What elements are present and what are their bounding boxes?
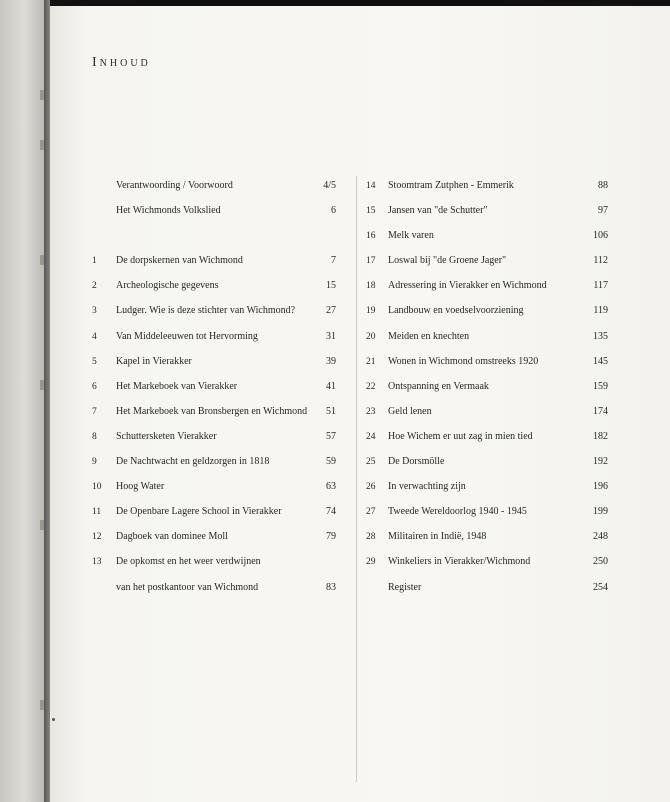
chapter-title: Archeologische gegevens [116,280,219,292]
page-number: 106 [593,230,608,242]
page-number: 7 [331,255,336,267]
chapter-title: Verantwoording / Voorwoord [116,180,233,191]
chapter-number: 8 [92,431,97,442]
chapter-title: Register [388,581,422,593]
toc-right-column [366,178,608,605]
chapter-number: 29 [366,557,376,568]
chapter-title: Jansen van "de Schutter" [388,205,488,217]
chapter-title: Wonen in Wichmond omstreeks 1920 [388,355,539,367]
chapter-number: 15 [366,206,376,217]
toc-entry [366,278,608,303]
toc-entry [366,203,608,228]
chapter-number: 27 [366,507,376,518]
page-number: 248 [593,531,608,543]
chapter-title: Stoomtram Zutphen - Emmerik [388,180,514,191]
page-number: 199 [593,506,608,518]
toc-entry [366,580,608,605]
chapter-title: Ontspanning en Vermaak [388,380,489,392]
chapter-title: Dagboek van dominee Moll [116,531,228,543]
chapter-title: Het Markeboek van Bronsbergen en Wichmond [116,405,308,417]
chapter-number: 7 [92,406,97,417]
chapter-title: Loswal bij "de Groene Jager" [388,255,507,267]
toc-entry [92,379,336,404]
toc-entry [366,329,608,354]
toc-entry [92,454,336,479]
toc-left-column [92,178,336,605]
chapter-number: 2 [92,281,97,292]
chapter-number: 6 [92,381,97,392]
chapter-number: 17 [366,256,376,267]
chapter-title: Adressering in Vierakker en Wichmond [388,280,547,292]
page-number: 59 [326,456,336,468]
toc-entry [92,278,336,303]
chapter-title: Tweede Wereldoorlog 1940 - 1945 [388,506,527,518]
chapter-title: Melk varen [388,230,434,242]
toc-entry [92,554,336,579]
page-number: 88 [598,180,608,191]
toc-entry [366,504,608,529]
toc-entry [92,303,336,328]
toc-entry [366,429,608,454]
chapter-number: 22 [366,381,376,392]
page-number: 63 [326,481,336,493]
toc-entry [366,253,608,278]
toc-entry [366,178,608,203]
page-number: 250 [593,556,608,568]
chapter-number: 1 [92,256,97,267]
page-number: 57 [326,430,336,442]
chapter-number: 14 [366,181,376,191]
chapter-number: 18 [366,281,376,292]
page-number: 97 [598,205,608,217]
page-number: 4/5 [323,180,336,191]
chapter-number: 28 [366,532,376,543]
chapter-number: 24 [366,431,376,442]
chapter-title: Het Wichmonds Volkslied [116,205,221,217]
toc-entry [366,554,608,579]
page-title: Inhoud [92,55,151,70]
chapter-number: 10 [92,482,102,493]
page-number: 135 [593,330,608,342]
page-speck [52,718,55,721]
toc-entry [366,303,608,328]
chapter-number: 16 [366,231,376,242]
toc-entry [92,580,336,605]
toc-entry [366,404,608,429]
chapter-number: 21 [366,356,376,367]
page-number: 159 [593,380,608,392]
chapter-title: Hoe Wichem er uut zag in mien tied [388,430,533,442]
chapter-number: 9 [92,457,97,468]
chapter-number: 20 [366,331,376,342]
page-number: 15 [326,280,336,292]
chapter-title: De opkomst en het weer verdwijnen [116,556,261,568]
chapter-title: Van Middeleeuwen tot Hervorming [116,330,258,342]
chapter-title: Meiden en knechten [388,330,470,342]
chapter-number: 19 [366,306,376,317]
chapter-number: 3 [92,306,97,317]
page-number: 182 [593,430,608,442]
toc-entry [366,454,608,479]
chapter-title: Ludger. Wie is deze stichter van Wichmond? [116,305,296,317]
toc-entry [92,253,336,278]
page-number: 39 [326,355,336,367]
page-number: 119 [593,305,608,317]
top-shadow [50,0,670,6]
chapter-title: Winkeliers in Vierakker/Wichmond [388,556,531,568]
page-number: 6 [331,205,336,217]
toc-entry [92,354,336,379]
column-divider [356,176,357,782]
toc-entry [366,228,608,253]
chapter-title: van het postkantoor van Wichmond [116,581,259,593]
page-number: 41 [326,380,336,392]
page-number: 196 [593,481,608,493]
chapter-number: 5 [92,356,97,367]
toc-entry [92,504,336,529]
toc-entry [366,529,608,554]
toc-entry [92,479,336,504]
chapter-title: Het Markeboek van Vierakker [116,380,238,392]
chapter-number: 4 [92,331,97,342]
chapter-number: 26 [366,482,376,493]
toc-entry [92,529,336,554]
toc-entry [366,479,608,504]
page-number: 79 [326,531,336,543]
chapter-title: Landbouw en voedselvoorziening [388,305,524,317]
page-number: 83 [326,581,336,593]
chapter-number: 11 [92,507,102,518]
page-number: 27 [326,305,336,317]
chapter-title: Hoog Water [116,481,165,493]
chapter-number: 12 [92,532,102,543]
chapter-title: Kapel in Vierakker [116,355,192,367]
chapter-title: In verwachting zijn [388,481,466,493]
page-number: 192 [593,456,608,468]
page-number: 31 [326,330,336,342]
page-number: 74 [326,506,336,518]
toc-spacer [92,228,336,253]
chapter-number: 13 [92,557,102,568]
chapter-title: De Nachtwacht en geldzorgen in 1818 [116,456,270,468]
chapter-title: De Dorsmölle [388,456,445,468]
page-number: 145 [593,355,608,367]
chapter-number: 25 [366,457,376,468]
page-number: 254 [593,581,608,593]
toc-entry [92,404,336,429]
toc-entry [366,354,608,379]
page-number: 51 [326,405,336,417]
toc-entry [92,178,336,203]
toc-entry [92,203,336,228]
toc-entry [92,429,336,454]
page-number: 117 [593,280,608,292]
toc-entry [92,329,336,354]
chapter-title: Geld lenen [388,405,432,417]
previous-page-edge [0,0,44,802]
page-number: 112 [593,255,608,267]
chapter-number: 23 [366,406,376,417]
chapter-title: De dorpskernen van Wichmond [116,255,243,267]
chapter-title: Schuttersketen Vierakker [116,430,217,442]
page-number: 174 [593,405,608,417]
chapter-title: Militairen in Indië, 1948 [388,531,487,543]
chapter-title: De Openbare Lagere School in Vierakker [116,506,282,518]
toc-entry [366,379,608,404]
